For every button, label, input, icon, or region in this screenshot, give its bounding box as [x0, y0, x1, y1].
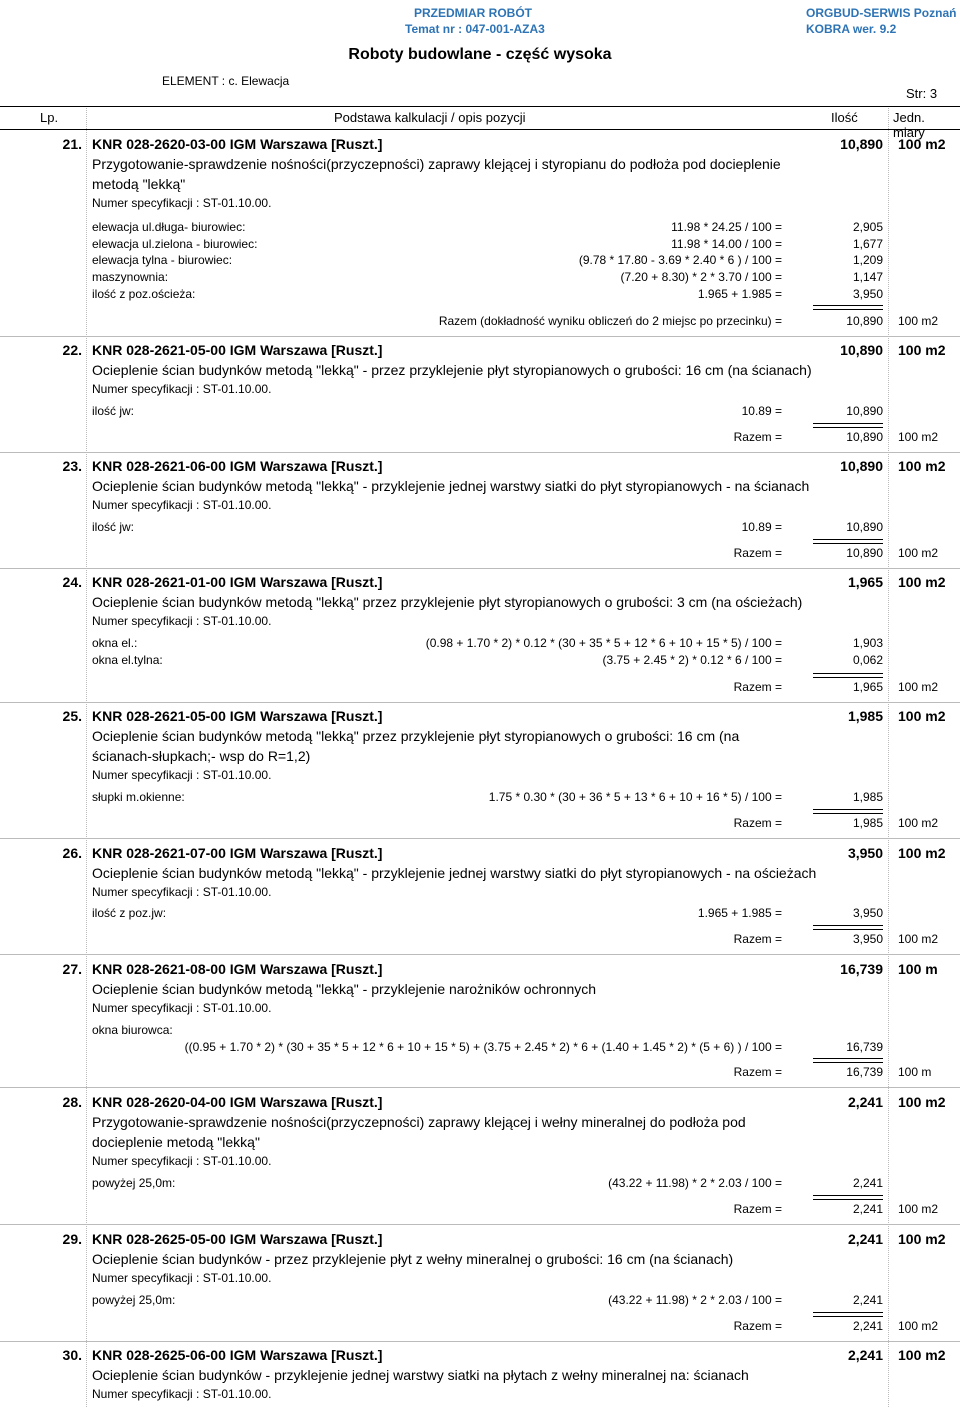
position-number: 25.: [62, 708, 82, 724]
calc-expression: 10.89 =: [741, 404, 782, 418]
position-description: Ocieplenie ścian budynków metodą "lekką" - przyklejenie jednej warstwy siatki do płyt styropianowych - na ościeżach: [92, 865, 817, 881]
specification-number: Numer specyfikacji : ST-01.10.00.: [92, 614, 272, 628]
total-label: Razem =: [733, 430, 782, 444]
position-unit: 100 m2: [898, 1347, 946, 1363]
position-unit: 100 m2: [898, 845, 946, 861]
calc-label: elewacja tylna - biurowiec:: [92, 253, 233, 267]
page-number: Str: 3: [906, 86, 938, 101]
calc-expression: ((0.95 + 1.70 * 2) * (30 + 35 * 5 + 12 * 6 + 10 + 15 * 5) + (3.75 + 2.45 * 2) * 6 + (1.40 + 1.45 * 2) * (5 + 6) ) / 100 =: [184, 1040, 782, 1054]
position-quantity: 3,950: [847, 845, 883, 861]
position-unit: 100 m2: [898, 136, 946, 152]
calc-value: 0,062: [852, 653, 883, 667]
total-value: 2,241: [852, 1202, 883, 1216]
catalog-code: KNR 028-2621-01-00 IGM Warszawa [Ruszt.]: [92, 574, 383, 590]
doc-title: PRZEDMIAR ROBÓT: [414, 6, 532, 20]
calc-expression: 10.89 =: [741, 520, 782, 534]
specification-number: Numer specyfikacji : ST-01.10.00.: [92, 498, 272, 512]
total-underline: [813, 809, 883, 814]
position-quantity: 16,739: [840, 961, 883, 977]
calc-label: ilość jw:: [92, 404, 135, 418]
col-lp: Lp.: [40, 110, 59, 125]
specification-number: Numer specyfikacji : ST-01.10.00.: [92, 382, 272, 396]
software-version: KOBRA wer. 9.2: [806, 22, 897, 36]
element-label: ELEMENT : c. Elewacja: [162, 74, 290, 88]
position-description: Przygotowanie-sprawdzenie nośności(przyczepności) zaprawy klejącej i wełny mineralnej do podłoża pod docieplenie metodą "lekką": [92, 1114, 746, 1150]
position-unit: 100 m2: [898, 1231, 946, 1247]
calc-label: elewacja ul.długa- biurowiec:: [92, 220, 246, 234]
position-unit: 100 m2: [898, 574, 946, 590]
position-description: Ocieplenie ścian budynków metodą "lekką" - przyklejenie jednej warstwy siatki do płyt styropianowych - na ścianach: [92, 478, 810, 494]
position-quantity: 10,890: [840, 136, 883, 152]
position-quantity: 1,985: [847, 708, 883, 724]
position-quantity: 1,965: [847, 574, 883, 590]
total-label: Razem =: [733, 816, 782, 830]
column-divider: [86, 108, 87, 1407]
total-unit: 100 m2: [898, 1202, 939, 1216]
topic-number: Temat nr : 047-001-AZA3: [405, 22, 545, 36]
item-separator: [0, 954, 960, 955]
calc-value: 3,950: [852, 906, 883, 920]
total-underline: [813, 305, 883, 310]
total-label: Razem =: [733, 680, 782, 694]
position-unit: 100 m2: [898, 458, 946, 474]
specification-number: Numer specyfikacji : ST-01.10.00.: [92, 1387, 272, 1401]
total-value: 16,739: [846, 1065, 883, 1079]
item-separator: [0, 568, 960, 569]
position-description: Ocieplenie ścian budynków - przyklejenie jednej warstwy siatki na płytach z wełny mineralnej na: ścianach: [92, 1367, 749, 1383]
item-separator: [0, 452, 960, 453]
specification-number: Numer specyfikacji : ST-01.10.00.: [92, 196, 272, 210]
total-value: 10,890: [846, 430, 883, 444]
item-separator: [0, 1341, 960, 1342]
total-underline: [813, 1058, 883, 1063]
position-number: 27.: [62, 961, 82, 977]
catalog-code: KNR 028-2620-04-00 IGM Warszawa [Ruszt.]: [92, 1094, 383, 1110]
col-unit: Jedn. miary: [893, 110, 925, 140]
total-value: 1,985: [852, 816, 883, 830]
position-quantity: 2,241: [847, 1347, 883, 1363]
position-quantity: 10,890: [840, 458, 883, 474]
position-number: 30.: [62, 1347, 82, 1363]
position-unit: 100 m2: [898, 708, 946, 724]
calc-value: 16,739: [846, 1040, 883, 1054]
total-underline: [813, 539, 883, 544]
total-label: Razem (dokładność wyniku obliczeń do 2 miejsc po przecinku) =: [438, 314, 782, 328]
position-unit: 100 m2: [898, 1094, 946, 1110]
position-description: Ocieplenie ścian budynków metodą "lekką" przez przyklejenie płyt styropianowych o grubości: 3 cm (na ościeżach): [92, 594, 803, 610]
total-label: Razem =: [733, 546, 782, 560]
calc-label: okna el.tylna:: [92, 653, 163, 667]
main-title: Roboty budowlane - część wysoka: [348, 46, 612, 63]
col-qty: Ilość: [831, 110, 858, 125]
total-unit: 100 m2: [898, 314, 939, 328]
calc-label: powyżej 25,0m:: [92, 1176, 176, 1190]
calc-label: ilość jw:: [92, 520, 135, 534]
calc-label: okna el.:: [92, 636, 138, 650]
catalog-code: KNR 028-2620-03-00 IGM Warszawa [Ruszt.]: [92, 136, 383, 152]
total-value: 2,241: [852, 1319, 883, 1333]
position-number: 22.: [62, 342, 82, 358]
total-underline: [813, 1195, 883, 1200]
position-number: 26.: [62, 845, 82, 861]
position-unit: 100 m: [898, 961, 938, 977]
calc-value: 1,209: [852, 253, 883, 267]
calc-expression: (7.20 + 8.30) * 2 * 3.70 / 100 =: [620, 270, 782, 284]
position-description: Ocieplenie ścian budynków metodą "lekką" - przyklejenie narożników ochronnych: [92, 981, 597, 997]
total-label: Razem =: [733, 1065, 782, 1079]
column-divider: [888, 108, 889, 1407]
specification-number: Numer specyfikacji : ST-01.10.00.: [92, 885, 272, 899]
calc-expression: 1.75 * 0.30 * (30 + 36 * 5 + 13 * 6 + 10 + 16 * 5) / 100 =: [488, 790, 782, 804]
item-separator: [0, 702, 960, 703]
total-value: 10,890: [846, 314, 883, 328]
calc-expression: (43.22 + 11.98) * 2 * 2.03 / 100 =: [608, 1176, 782, 1190]
calc-expression: (9.78 * 17.80 - 3.69 * 2.40 * 6 ) / 100 =: [578, 253, 782, 267]
total-underline: [813, 423, 883, 428]
position-description: Przygotowanie-sprawdzenie nośności(przyczepności) zaprawy klejącej i styropianu do podłoża pod docieplenie metodą "lekką": [92, 156, 781, 192]
position-number: 28.: [62, 1094, 82, 1110]
calc-expression: 1.965 + 1.985 =: [697, 906, 782, 920]
position-quantity: 2,241: [847, 1094, 883, 1110]
position-description: Ocieplenie ścian budynków metodą "lekką" - przez przyklejenie płyt styropianowych o grubości: 16 cm (na ścianach): [92, 362, 812, 378]
position-number: 21.: [62, 136, 82, 152]
calc-expression: (0.98 + 1.70 * 2) * 0.12 * (30 + 35 * 5 + 12 * 6 + 10 + 15 * 5) / 100 =: [425, 636, 782, 650]
position-quantity: 2,241: [847, 1231, 883, 1247]
calc-expression: 11.98 * 24.25 / 100 =: [671, 220, 782, 234]
calc-label: okna biurowca:: [92, 1023, 173, 1037]
position-number: 29.: [62, 1231, 82, 1247]
calc-expression: (3.75 + 2.45 * 2) * 0.12 * 6 / 100 =: [602, 653, 782, 667]
calc-expression: (43.22 + 11.98) * 2 * 2.03 / 100 =: [608, 1293, 782, 1307]
specification-number: Numer specyfikacji : ST-01.10.00.: [92, 1001, 272, 1015]
position-unit: 100 m2: [898, 342, 946, 358]
total-label: Razem =: [733, 1319, 782, 1333]
specification-number: Numer specyfikacji : ST-01.10.00.: [92, 768, 272, 782]
calc-label: maszynownia:: [92, 270, 169, 284]
catalog-code: KNR 028-2621-05-00 IGM Warszawa [Ruszt.]: [92, 342, 383, 358]
total-value: 3,950: [852, 932, 883, 946]
catalog-code: KNR 028-2621-07-00 IGM Warszawa [Ruszt.]: [92, 845, 383, 861]
total-label: Razem =: [733, 932, 782, 946]
item-separator: [0, 336, 960, 337]
catalog-code: KNR 028-2621-05-00 IGM Warszawa [Ruszt.]: [92, 708, 383, 724]
total-value: 1,965: [852, 680, 883, 694]
calc-value: 2,241: [852, 1293, 883, 1307]
total-unit: 100 m2: [898, 816, 939, 830]
total-underline: [813, 925, 883, 930]
specification-number: Numer specyfikacji : ST-01.10.00.: [92, 1271, 272, 1285]
item-separator: [0, 1087, 960, 1088]
calc-label: ilość z poz.ościeża:: [92, 287, 196, 301]
item-separator: [0, 838, 960, 839]
calc-label: ilość z poz.jw:: [92, 906, 167, 920]
total-unit: 100 m2: [898, 546, 939, 560]
total-value: 10,890: [846, 546, 883, 560]
calc-value: 1,677: [852, 237, 883, 251]
total-unit: 100 m: [898, 1065, 932, 1079]
total-unit: 100 m2: [898, 430, 939, 444]
total-underline: [813, 673, 883, 678]
total-unit: 100 m2: [898, 1319, 939, 1333]
calc-value: 10,890: [846, 404, 883, 418]
company-name: ORGBUD-SERWIS Poznań: [806, 6, 957, 20]
catalog-code: KNR 028-2621-06-00 IGM Warszawa [Ruszt.]: [92, 458, 383, 474]
column-header: [0, 106, 960, 140]
calc-value: 3,950: [852, 287, 883, 301]
calc-value: 1,147: [852, 270, 883, 284]
catalog-code: KNR 028-2621-08-00 IGM Warszawa [Ruszt.]: [92, 961, 383, 977]
calc-value: 1,985: [852, 790, 883, 804]
specification-number: Numer specyfikacji : ST-01.10.00.: [92, 1154, 272, 1168]
calc-value: 2,241: [852, 1176, 883, 1190]
calc-label: powyżej 25,0m:: [92, 1293, 176, 1307]
position-quantity: 10,890: [840, 342, 883, 358]
catalog-code: KNR 028-2625-05-00 IGM Warszawa [Ruszt.]: [92, 1231, 383, 1247]
total-label: Razem =: [733, 1202, 782, 1216]
position-number: 24.: [62, 574, 82, 590]
calc-label: elewacja ul.zielona - biurowiec:: [92, 237, 258, 251]
total-unit: 100 m2: [898, 680, 939, 694]
calc-label: słupki m.okienne:: [92, 790, 185, 804]
position-description: Ocieplenie ścian budynków metodą "lekką" przez przyklejenie płyt styropianowych o grubości: 16 cm (na ścianach-słupkach;- wsp do R=1,2): [92, 728, 740, 764]
position-description: Ocieplenie ścian budynków - przez przyklejenie płyt z wełny mineralnej o grubości: 16 cm (na ścianach): [92, 1251, 734, 1267]
calc-expression: 1.965 + 1.985 =: [697, 287, 782, 301]
col-basis: Podstawa kalkulacji / opis pozycji: [334, 110, 526, 125]
position-number: 23.: [62, 458, 82, 474]
total-underline: [813, 1312, 883, 1317]
item-separator: [0, 1224, 960, 1225]
calc-value: 2,905: [852, 220, 883, 234]
catalog-code: KNR 028-2625-06-00 IGM Warszawa [Ruszt.]: [92, 1347, 383, 1363]
calc-value: 1,903: [852, 636, 883, 650]
calc-value: 10,890: [846, 520, 883, 534]
total-unit: 100 m2: [898, 932, 939, 946]
calc-expression: 11.98 * 14.00 / 100 =: [671, 237, 782, 251]
